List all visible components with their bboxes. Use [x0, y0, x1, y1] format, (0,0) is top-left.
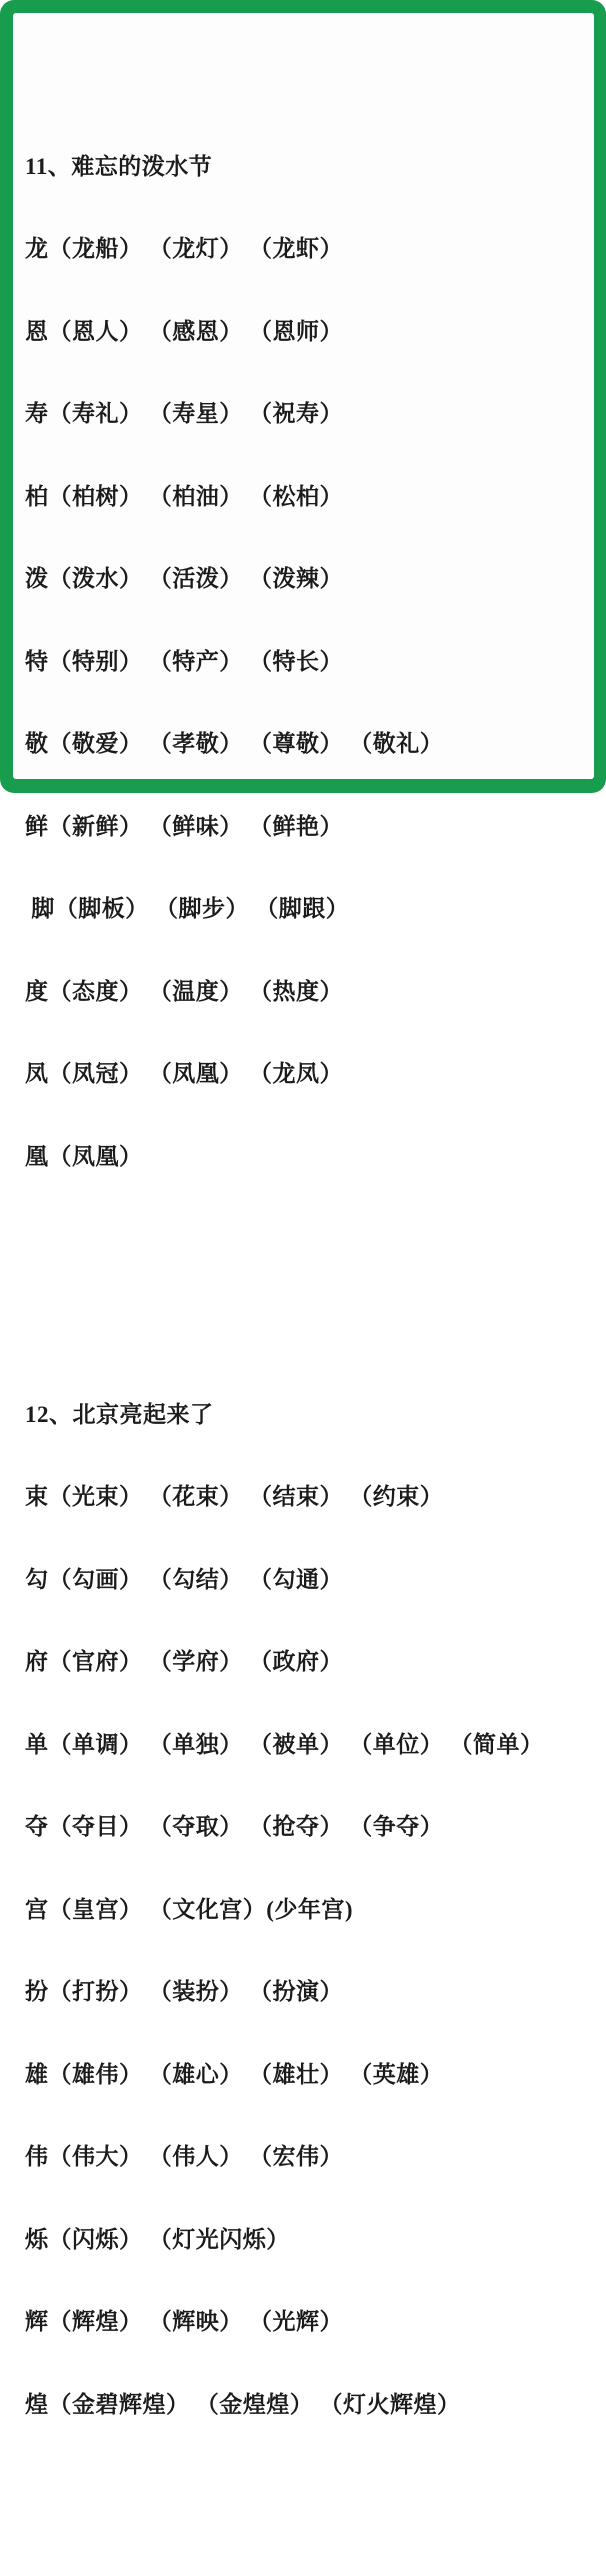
word-line: 鲜（新鲜） （鲜味） （鲜艳） — [25, 813, 343, 839]
word-line: 夺（夺目） （夺取） （抢夺） （争夺） — [25, 1814, 444, 1839]
section-title: 12、北京亮起来了 — [25, 1401, 214, 1427]
word-line: 脚（脚板） （脚步） （脚跟） — [25, 896, 350, 921]
worksheet-content — [13, 13, 594, 2417]
word-line: 辉（辉煌） （辉映） （光辉） — [25, 2309, 343, 2334]
word-line: 勾（勾画） （勾结） （勾通） — [25, 1566, 343, 1592]
word-line: 雄（雄伟） （雄心） （雄壮） （英雄） — [25, 2061, 444, 2087]
word-line: 恩（恩人） （感恩） （恩师） — [25, 318, 343, 344]
word-line: 寿（寿礼） （寿星） （祝寿） — [25, 401, 343, 426]
word-line: 柏（柏树） （柏油） （松柏） — [25, 483, 343, 509]
word-line: 煌（金碧辉煌） （金煌煌） （灯火辉煌） — [25, 2391, 461, 2417]
word-line: 敬（敬爱） （孝敬） （尊敬） （敬礼） — [25, 731, 444, 756]
word-line: 宫（皇宫） （文化宫）(少年宫) — [25, 1896, 354, 1922]
word-line: 单（单调） （单独） （被单） （单位） （简单） — [25, 1731, 544, 1757]
word-line: 烁（闪烁） （灯光闪烁） — [25, 2226, 290, 2252]
word-line: 特（特别） （特产） （特长） — [25, 648, 343, 674]
word-line: 府（官府） （学府） （政府） — [25, 1649, 343, 1674]
word-line: 度（态度） （温度） （热度） — [25, 978, 343, 1004]
word-line: 凤（凤冠） （凤凰） （龙凤） — [25, 1061, 343, 1086]
word-line: 泼（泼水） （活泼） （泼辣） — [25, 566, 343, 591]
word-line: 伟（伟大） （伟人） （宏伟） — [25, 2144, 343, 2169]
section-lesson-12 — [25, 1346, 588, 2474]
section-title: 11、难忘的泼水节 — [25, 153, 213, 179]
word-line: 扮（打扮） （装扮） （扮演） — [25, 1979, 343, 2004]
word-line: 束（光束） （花束） （结束） （约束） — [25, 1484, 444, 1509]
word-line: 凰（凤凰） — [25, 1143, 143, 1169]
word-line: 龙（龙船） （龙灯） （龙虾） — [25, 236, 343, 261]
section-lesson-11 — [25, 98, 588, 1226]
